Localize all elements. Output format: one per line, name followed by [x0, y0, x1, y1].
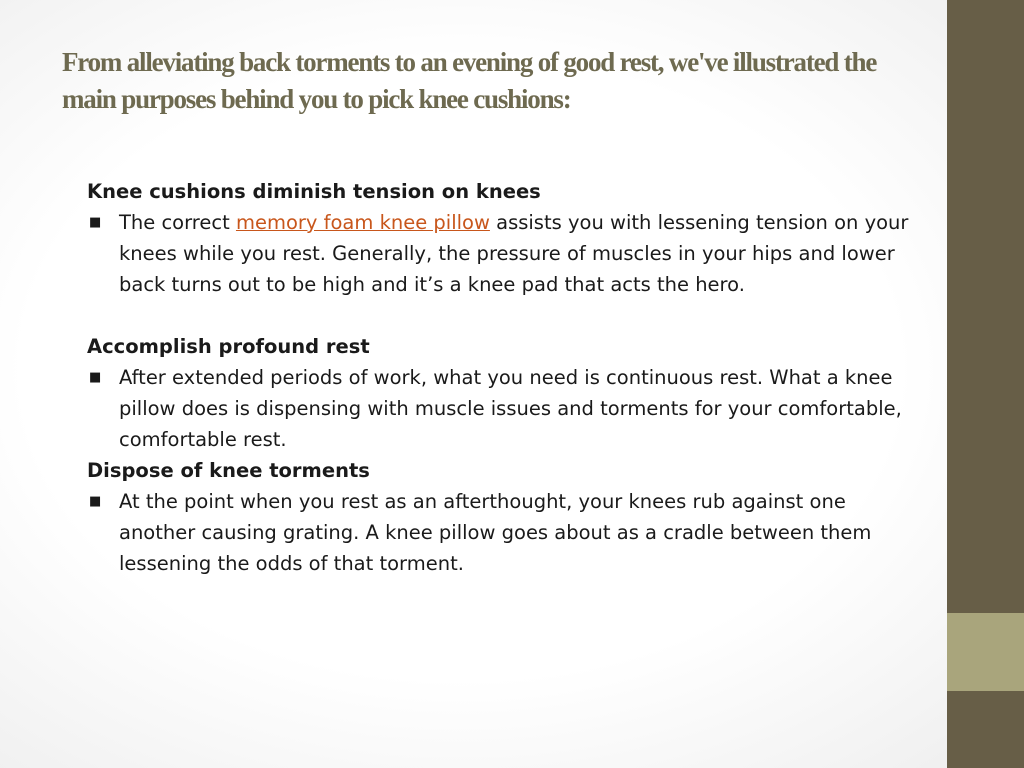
bullet-text-before-link: The correct: [119, 211, 236, 234]
section-heading-reduce-tension: Knee cushions diminish tension on knees: [87, 180, 541, 203]
bullet-knee-torments: [87, 486, 927, 579]
spacer: [87, 300, 927, 331]
sidebar-band-decoration: [947, 613, 1024, 691]
square-bullet-icon: ■: [89, 215, 102, 230]
bullet-text: After extended periods of work, what you need is continuous rest. What a knee pillow does is dispensing with muscle issues and torments for your comfortable, comfortable rest.: [119, 366, 902, 451]
slide-content: [87, 176, 927, 579]
section-heading-profound-rest: Accomplish profound rest: [87, 335, 370, 358]
memory-foam-pillow-link[interactable]: memory foam knee pillow: [235, 211, 490, 234]
section-heading-knee-torments: Dispose of knee torments: [87, 459, 370, 482]
square-bullet-icon: ■: [89, 494, 102, 509]
slide-title: From alleviating back torments to an evening of good rest, we've illustrated the main purposes behind you to pick knee cushions:: [62, 47, 877, 114]
bullet-reduce-tension: [87, 207, 927, 300]
bullet-text-after-link: assists you with lessening tension on your knees while you rest. Generally, the pressure of muscles in your hips and lower back turns out to be high and it’s a knee pad that acts the hero.: [119, 211, 909, 296]
bullet-text: At the point when you rest as an afterthought, your knees rub against one another causing grating. A knee pillow goes about as a cradle between them lessening the odds of that torment.: [119, 490, 872, 575]
square-bullet-icon: ■: [89, 370, 102, 385]
bullet-profound-rest: [87, 362, 927, 455]
